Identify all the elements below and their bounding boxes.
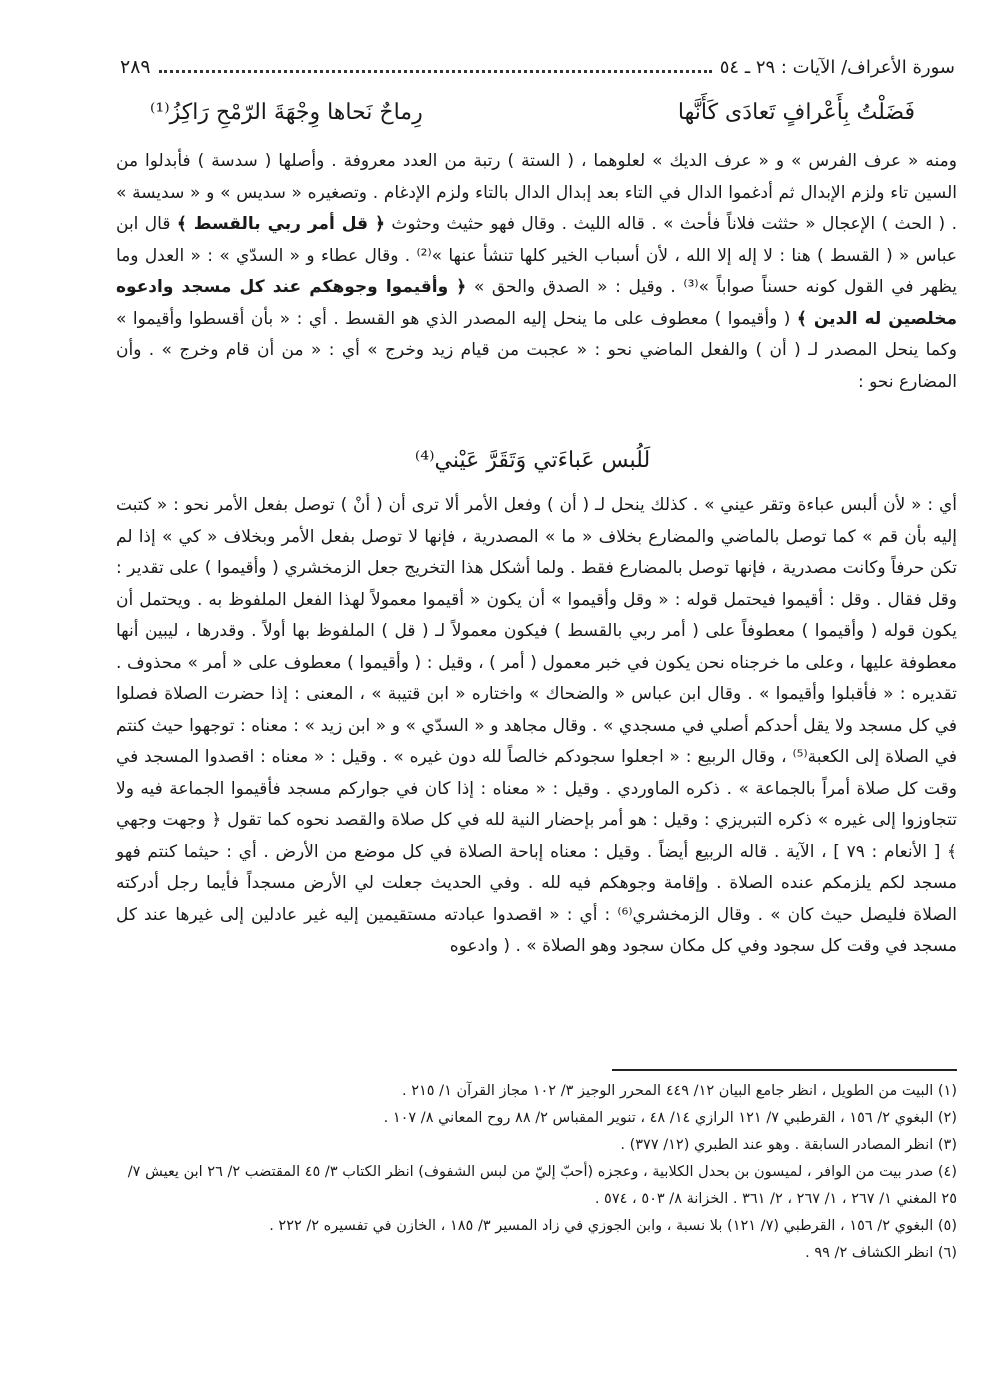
verse-1-first-hemistich: فَضَلْتُ بِأَعْرافٍ تَعادَى كَأَنَّها bbox=[677, 100, 915, 125]
footnotes bbox=[116, 1078, 957, 1267]
header-dot-leader bbox=[159, 70, 712, 73]
text-run: ( وأقيموا ) معطوف على ما ينحل إليه المصدر الذي هو القسط . أي : « بأن أقسطوا وأقيموا » وكما ينحل المصدر لـ ( أن ) والفعل الماضي نحو : « عجبت من قيام زيد وخرج » أي : « من أن قام وخرج » . وأن المضارع نحو : bbox=[116, 308, 957, 392]
text-run: قال ابن عباس « ( القسط ) هنا : لا إله إلا الله ، لأن أسباب الخير كلها تنشأ عنها »⁽²⁾ . وقال عطاء و « السدّي » : « العدل وما يظهر في القول كونه حسناً صواباً »⁽³⁾ . وقيل : « الصدق والحق » bbox=[116, 214, 957, 297]
footnote-4: (٤) صدر بيت من الوافر ، لميسون بن بحدل الكلابية ، وعجزه (أحبّ إليّ من لبس الشفوف) انظر الكتاب ٣/ ٤٥ المقتضب ٢/ ٢٦ ابن يعيش ٧/ ٢٥ المغني ١/ ٢٦٧ ، ١/ ٢٦٧ ، ٢/ ٣٦١ . الخزانة ٨/ ٥٠٣ ، ٥٧٤ . bbox=[127, 1164, 957, 1207]
commentary-paragraph-2 bbox=[116, 490, 957, 963]
text-run: ومنه « عرف الفرس » و « عرف الديك » لعلوهما ، ( الستة ) رتبة من العدد معروفة . وأصلها ( سدسة ) فأبدلوا من السين تاء ولزم الإبدال ثم أدغموا الدال في التاء بعد إبدال الدال بالتاء ولزم الإدغام . وتصغيره « سديس » و « سديسة » . ( الحث ) الإعجال « حثثت فلاناً فأحث » . قاله الليث . وقال فهو حثيث وحثوث bbox=[116, 151, 957, 234]
footnote-separator bbox=[612, 1069, 957, 1071]
footnote-2: (٢) البغوي ٢/ ١٥٦ ، القرطبي ٧/ ١٢١ الرازي ١٤/ ٤٨ ، تنوير المقباس ٢/ ٨٨ روح المعاني ٨/ ١٠٧ . bbox=[383, 1110, 957, 1126]
verse-2-text: لَلُبس عَباءَتي وَتَقَرَّ عَيْني⁽⁴⁾ bbox=[414, 448, 651, 473]
verse-1-second-hemistich: رِماحٌ نَحاها وِجْهَةَ الرّمْحِ رَاكِزُ⁽¹⁾ bbox=[150, 100, 423, 125]
poetry-verse-1 bbox=[150, 100, 915, 140]
footnote-3: (٣) انظر المصادر السابقة . وهو عند الطبري (١٢/ ٣٧٧) . bbox=[620, 1137, 957, 1153]
quran-quote: ﴿ قل أمر ربي بالقسط ﴾ bbox=[176, 214, 385, 234]
quran-quote: ﴿ وأقيموا وجوهكم عند كل مسجد وادعوه مخلصين له الدين ﴾ bbox=[116, 277, 957, 329]
poetry-verse-2 bbox=[150, 448, 915, 488]
page-number: ٢٨٩ bbox=[120, 56, 151, 78]
footnote-1: (١) البيت من الطويل ، انظر جامع البيان ١٢/ ٤٤٩ المحرر الوجيز ٣/ ١٠٢ مجاز القرآن ١/ ٢١٥ . bbox=[401, 1083, 957, 1099]
chapter-title: سورة الأعراف/ الآيات : ٢٩ ـ ٥٤ bbox=[719, 56, 955, 78]
footnote-6: (٦) انظر الكشاف ٢/ ٩٩ . bbox=[805, 1245, 957, 1261]
commentary-paragraph-1 bbox=[116, 146, 957, 398]
text-run: أي : « لأن ألبس عباءة وتقر عيني » . كذلك ينحل لـ ( أن ) وفعل الأمر ألا ترى أن ( أنْ ) توصل بفعل الأمر نحو : « كتبت إليه بأن قم » كما توصل بالماضي والمضارع بخلاف « ما » المصدرية ، فإنها لا توصل بفعل الأمر وبخلاف « كي » إذا لم تكن حرفاً وكانت مصدرية ، فإنها توصل بالمضارع فقط . ولما أشكل هذا التخريج جعل الزمخشري ( وأقيموا ) على تقدير : وقل فقال . وقل : أقيموا فيحتمل قوله : « وقل وأقيموا » أن يكون « أقيموا معمولاً لهذا الفعل الملفوظ به . ويحتمل أن يكون قوله ( وأقيموا ) معطوفاً على ( أمر ربي بالقسط ) فيكون معمولاً لـ ( قل ) الملفوظ بها أولاً . وقدرها ، ليبين أنها معطوفة عليها ، وعلى ما خرجناه نحن يكون في خبر معمول ( أمر ) ، وقيل : ( وأقيموا ) معطوف على « أمر » محذوف . تقديره : « فأقبلوا وأقيموا » . وقال ابن عباس « والضحاك » واختاره « ابن قتيبة » ، المعنى : إذا حضرت الصلاة فصلوا في كل مسجد ولا يقل أحدكم أصلي في مسجدي » . وقال مجاهد و « السدّي » و « ابن زيد » : معناه : توجهوا حيث كنتم في الصلاة إلى الكعبة⁽⁵⁾ ، وقال الربيع : « اجعلوا سجودكم خالصاً لله دون غيره » . وقيل : « معناه : اقصدوا المسجد في وقت كل صلاة أمراً بالجماعة » . ذكره الماوردي . وقيل : « معناه : إذا كان في جواركم مسجد فأقيموا الجماعة فيه ولا تتجاوزوا إلى غيره » ذكره التبريزي : وقيل : هو أمر بإحضار النية لله في كل صلاة والقصد نحوه كما تقول ﴿ وجهت وجهي ﴾ [ الأنعام : ٧٩ ] ، الآية . قاله الربيع أيضاً . وقيل : معناه إباحة الصلاة في كل موضع من الأرض . أي : حيثما كنتم فهو مسجد لكم يلزمكم عنده الصلاة . وإقامة وجوهكم فيه لله . وفي الحديث جعلت لي الأرض مسجداً فأيما رجل أدركته الصلاة فليصل حيث كان » . وقال الزمخشري⁽⁶⁾ : أي : « اقصدوا عبادته مستقيمين إليه غير عادلين إلى غيرها عند كل مسجد في وقت كل سجود وفي كل مكان سجود وهو الصلاة » . ( وادعوه bbox=[116, 495, 958, 956]
running-header bbox=[120, 52, 955, 82]
footnote-5: (٥) البغوي ٢/ ١٥٦ ، القرطبي (٧/ ١٢١) بلا نسبة ، وابن الجوزي في زاد المسير ٣/ ١٨٥ ، الخازن في تفسيره ٢/ ٢٢٢ . bbox=[269, 1218, 957, 1234]
